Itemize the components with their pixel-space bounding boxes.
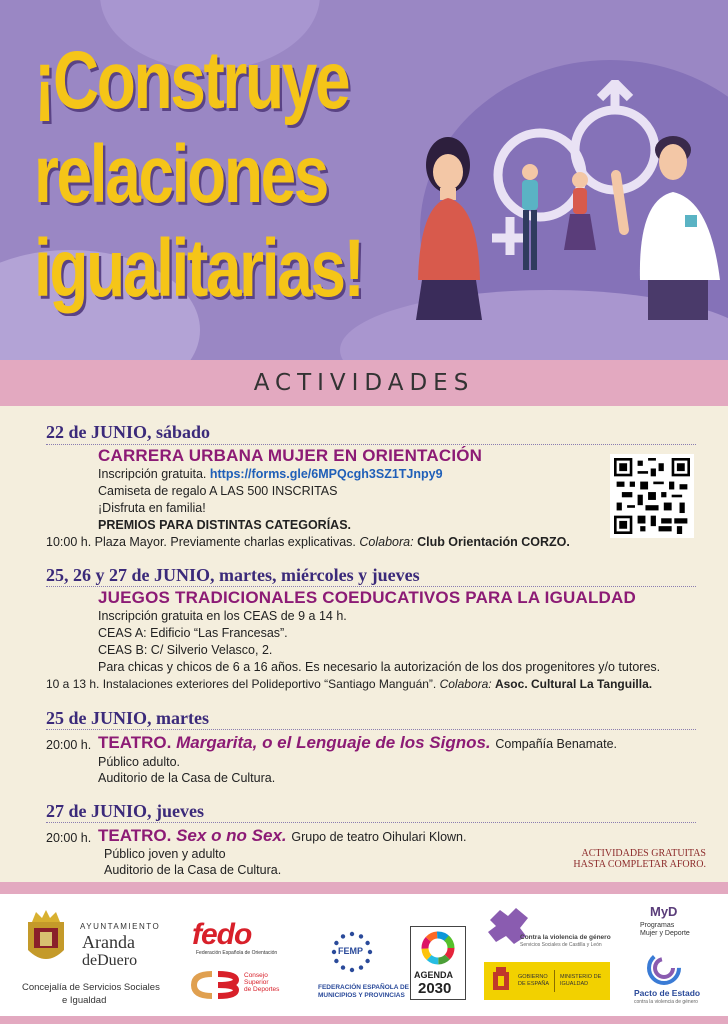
agenda-label: AGENDA — [414, 970, 454, 980]
ayto-name-1: Aranda — [82, 932, 135, 952]
cvg-subtitle: Servicios Sociales de Castilla y León — [520, 942, 602, 948]
event-4-time: 20:00 h. — [46, 831, 92, 845]
registration-link[interactable]: https://forms.gle/6MPQcgh3SZ1TJnpy9 — [209, 467, 443, 481]
qr-code-icon[interactable] — [610, 454, 694, 538]
event-2-title: JUEGOS TRADICIONALES COEDUCATIVOS PARA LA IGUALDAD — [98, 588, 636, 607]
gobierno-text: GOBIERNO DE ESPAÑA — [518, 974, 550, 987]
event-4-line-2: Público joven y adulto — [104, 847, 226, 861]
agenda-year: 2030 — [418, 980, 452, 997]
divider — [554, 970, 555, 992]
myd-logo: MyD — [650, 904, 678, 919]
divider — [46, 729, 696, 730]
event-2-line-2: CEAS A: Edificio “Las Francesas”. — [98, 626, 288, 640]
footer-band — [0, 882, 728, 894]
event-4-date: 27 de JUNIO, jueves — [46, 801, 204, 821]
myd-subtitle: Programas Mujer y Deporte — [640, 922, 690, 937]
event-1-line-3: ¡Disfruta en familia! — [98, 501, 206, 515]
inscription-text: Inscripción gratuita. — [98, 467, 207, 481]
divider — [46, 822, 696, 823]
activities-heading: ACTIVIDADES — [253, 370, 475, 396]
activities-band — [0, 360, 728, 406]
cvg-title: Contra la violencia de género — [520, 934, 611, 941]
event-2-time-place: 10 a 13 h. Instalaciones exteriores del Polideportivo “Santiago Manguán”. Colabora: Asoc. Cultural La Tanguilla. — [46, 677, 653, 691]
event-4-line-3: Auditorio de la Casa de Cultura. — [104, 863, 282, 877]
femp-subtitle: FEDERACIÓN ESPAÑOLA DE MUNICIPIOS Y PROVINCIAS — [318, 984, 410, 999]
event-2-line-1: Inscripción gratuita en los CEAS de 9 a 14 h. — [98, 609, 347, 623]
spain-shield-icon — [490, 966, 512, 996]
fedo-subtitle: Federación Española de Orientación — [196, 950, 278, 956]
title-line-1: ¡Construye — [34, 35, 349, 126]
event-2-date: 25, 26 y 27 de JUNIO, martes, miércoles y jueves — [46, 565, 420, 585]
poster-title — [34, 34, 363, 316]
aranda-coat-of-arms-icon — [22, 910, 70, 968]
pacto-subtitle: contra la violencia de género — [634, 999, 698, 1005]
csd-logo-icon — [190, 970, 240, 1000]
event-4-title: TEATRO. Sex o no Sex. Grupo de teatro Oihulari Klown. — [98, 826, 467, 845]
people-illustration — [410, 80, 728, 360]
concejalia-line-2: e Igualdad — [62, 995, 107, 1006]
csd-text: Consejo Superior de Deportes — [244, 972, 280, 993]
femp-label: FEMP — [338, 946, 364, 956]
title-line-2: relaciones — [34, 129, 328, 220]
event-3-time: 20:00 h. — [46, 738, 92, 752]
footer-bottom-band — [0, 1016, 728, 1024]
pacto-title: Pacto de Estado — [634, 988, 701, 998]
title-line-3: igualitarias! — [34, 223, 363, 314]
event-1-inscription — [98, 467, 443, 481]
concejalia-line-1: Concejalía de Servicios Sociales — [22, 982, 160, 993]
event-3-date: 25 de JUNIO, martes — [46, 708, 209, 728]
pacto-estado-icon — [644, 950, 684, 986]
divider — [46, 444, 696, 445]
event-3-line-3: Auditorio de la Casa de Cultura. — [98, 771, 276, 785]
event-3-title: TEATRO. Margarita, o el Lenguaje de los Signos. Compañía Benamate. — [98, 733, 618, 752]
event-1-date: 22 de JUNIO, sábado — [46, 422, 211, 442]
hero-banner — [0, 0, 728, 360]
sdg-wheel-icon — [420, 930, 456, 966]
fedo-logo: fedo — [192, 918, 252, 951]
event-2-line-3: CEAS B: C/ Silverio Velasco, 2. — [98, 643, 273, 657]
ayto-name-2: deDuero — [82, 952, 138, 969]
event-1-line-4: PREMIOS PARA DISTINTAS CATEGORÍAS. — [98, 518, 352, 532]
ministerio-text: MINISTERIO DE IGUALDAD — [560, 974, 602, 987]
man-figure-icon — [616, 136, 720, 320]
free-activities-notice: ACTIVIDADES GRATUITAS HASTA COMPLETAR AFORO. — [573, 848, 706, 870]
woman-figure-icon — [416, 137, 482, 320]
event-1-title: CARRERA URBANA MUJER EN ORIENTACIÓN — [98, 446, 483, 465]
event-1-line-2: Camiseta de regalo A LAS 500 INSCRITAS — [98, 484, 338, 498]
event-2-line-4: Para chicas y chicos de 6 a 16 años. Es necesario la autorización de los dos progenitores y/o tutores. — [98, 660, 661, 674]
event-1-time-place: 10:00 h. Plaza Mayor. Previamente charlas explicativas. Colabora: Club Orientación CORZO. — [46, 535, 570, 549]
event-3-line-2: Público adulto. — [98, 755, 181, 769]
ayto-label: AYUNTAMIENTO — [80, 922, 161, 931]
divider — [46, 586, 696, 587]
